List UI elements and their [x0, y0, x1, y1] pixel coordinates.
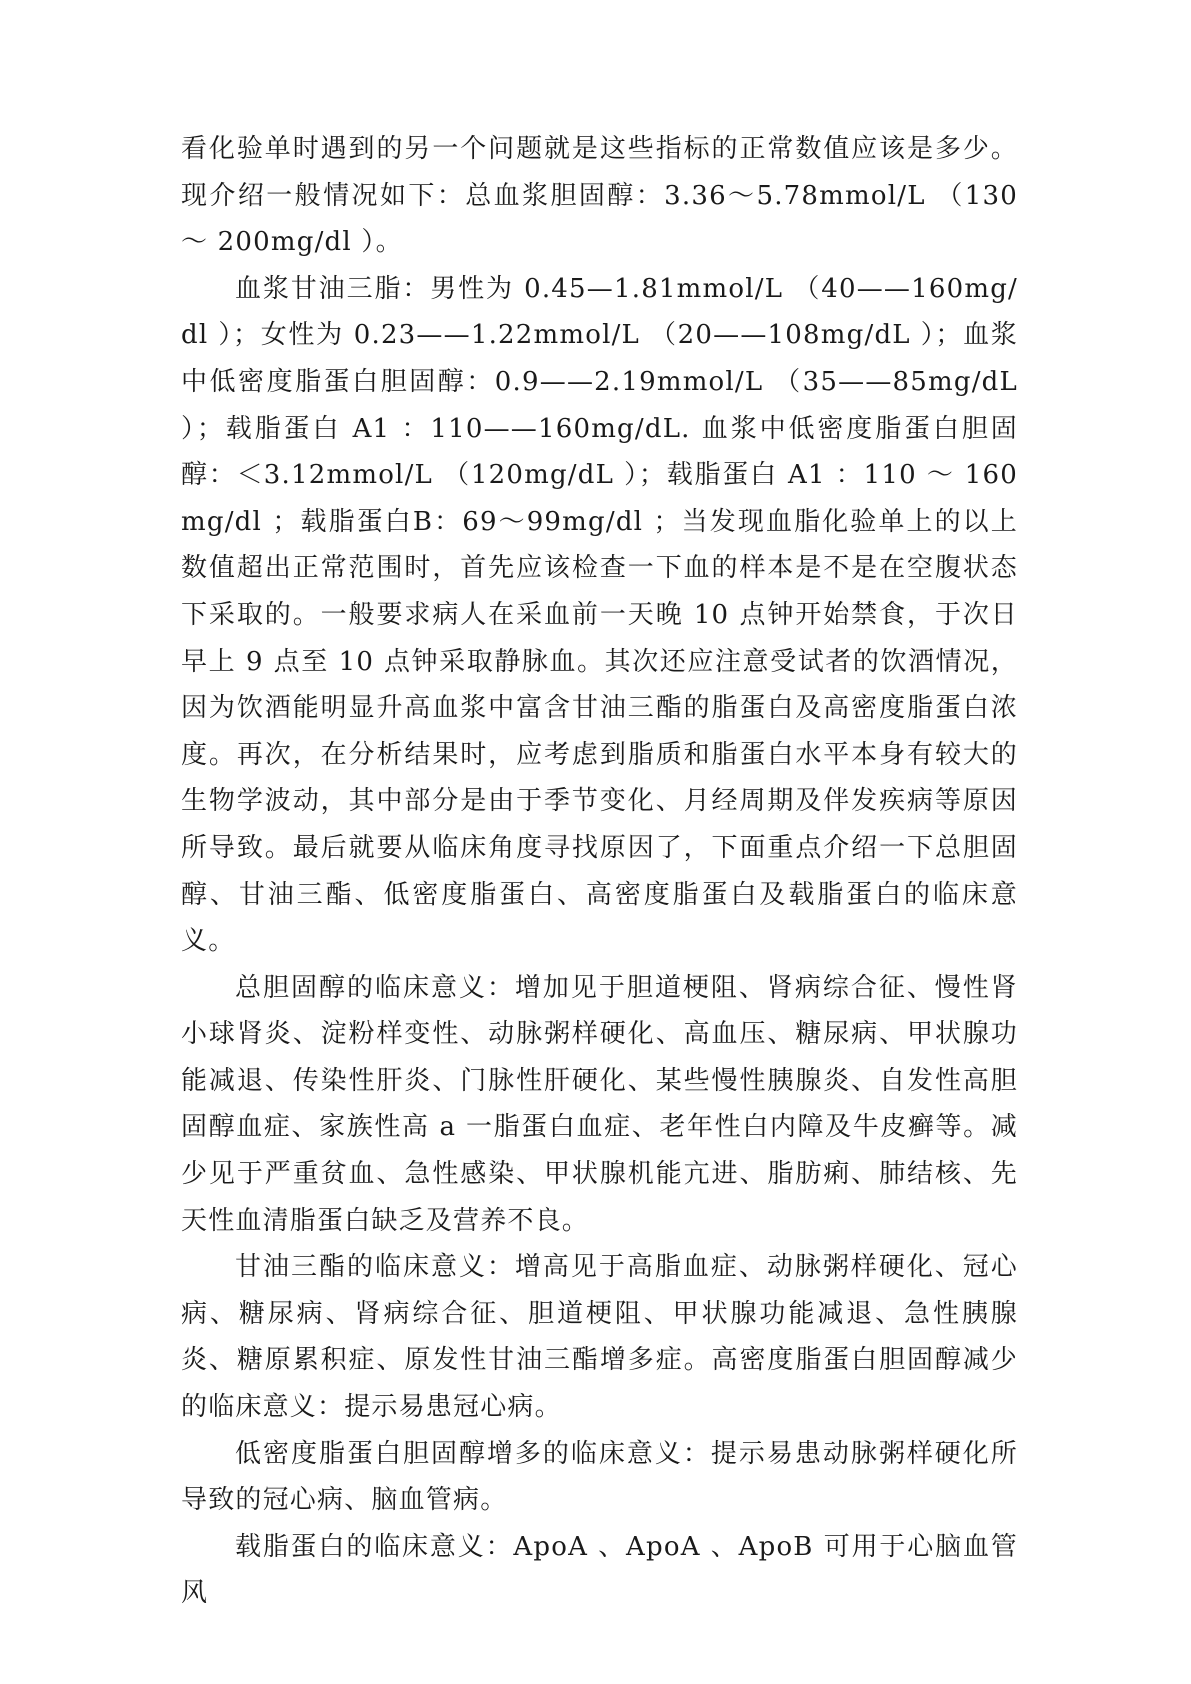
paragraph-normal-values-intro: 看化验单时遇到的另一个问题就是这些指标的正常数值应该是多少。现介绍一般情况如下：总血浆胆固醇：3.36～5.78mmol/L （130 ～ 200mg/dl ）。: [181, 134, 1018, 258]
paragraph-apolipoprotein-significance: 载脂蛋白的临床意义：ApoA 、ApoA 、ApoB 可用于心脑血管风: [181, 1531, 1018, 1609]
paragraph-ldl-significance: 低密度脂蛋白胆固醇增多的临床意义：提示易患动脉粥样硬化所导致的冠心病、脑血管病。: [181, 1438, 1018, 1516]
document-page: [181, 126, 1018, 1617]
paragraph-triglyceride-ranges: 血浆甘油三脂：男性为 0.45—1.81mmol/L （40——160mg/dl ）；女性为 0.23——1.22mmol/L （20——108mg/dL ）；血浆中低密度脂蛋白胆固醇：0.9——2.19mmol/L （35——85mg/dL ）；载脂蛋白 A1 ：110——160mg/dL. 血浆中低密度脂蛋白胆固醇：＜3.12mmol/L （120mg/dL ）；载脂蛋白 A1 ：110 ～ 160mg/dl ；载脂蛋白B：69～99mg/dl ；当发现血脂化验单上的以上数值超出正常范围时，首先应该检查一下血的样本是不是在空腹状态下采取的。一般要求病人在采血前一天晚 10 点钟开始禁食，于次日早上 9 点至 10 点钟采取静脉血。其次还应注意受试者的饮酒情况，因为饮酒能明显升高血浆中富含甘油三酯的脂蛋白及高密度脂蛋白浓度。再次，在分析结果时，应考虑到脂质和脂蛋白水平本身有较大的生物学波动，其中部分是由于季节变化、月经周期及伴发疾病等原因所导致。最后就要从临床角度寻找原因了，下面重点介绍一下总胆固醇、甘油三酯、低密度脂蛋白、高密度脂蛋白及载脂蛋白的临床意义。: [181, 273, 1018, 957]
paragraph-cholesterol-significance: 总胆固醇的临床意义：增加见于胆道梗阻、肾病综合征、慢性肾小球肾炎、淀粉样变性、动脉粥样硬化、高血压、糖尿病、甲状腺功能减退、传染性肝炎、门脉性肝硬化、某些慢性胰腺炎、自发性高胆固醇血症、家族性高 a 一脂蛋白血症、老年性白内障及牛皮癣等。减少见于严重贫血、急性感染、甲状腺机能亢进、脂肪痢、肺结核、先天性血清脂蛋白缺乏及营养不良。: [181, 972, 1018, 1236]
paragraph-triglyceride-significance: 甘油三酯的临床意义：增高见于高脂血症、动脉粥样硬化、冠心病、糖尿病、肾病综合征、胆道梗阻、甲状腺功能减退、急性胰腺炎、糖原累积症、原发性甘油三酯增多症。高密度脂蛋白胆固醇减少的临床意义：提示易患冠心病。: [181, 1252, 1018, 1423]
